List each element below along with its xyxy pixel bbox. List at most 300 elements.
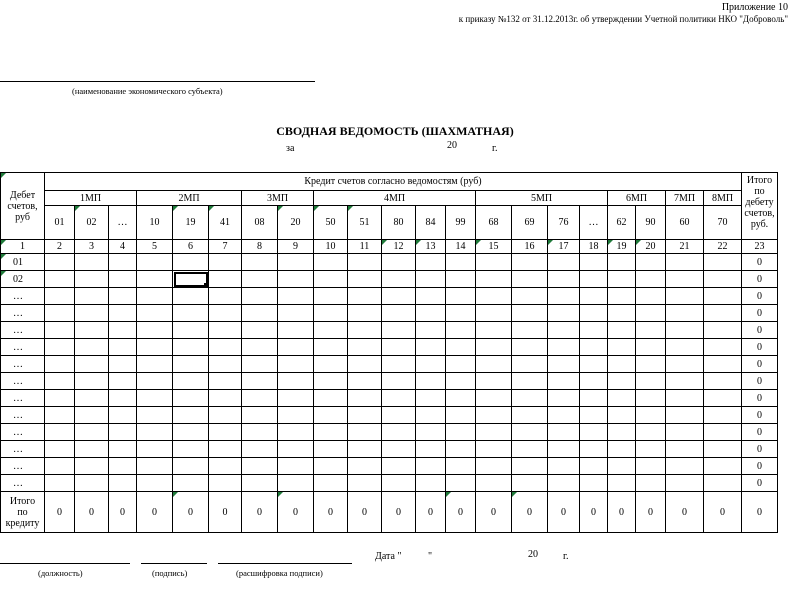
data-cell[interactable] [75,390,109,407]
data-cell[interactable] [382,407,416,424]
data-cell[interactable] [608,356,636,373]
data-cell[interactable] [45,407,75,424]
data-cell[interactable] [548,458,580,475]
data-cell[interactable] [382,322,416,339]
data-cell[interactable] [109,407,137,424]
data-cell[interactable] [348,322,382,339]
data-cell[interactable] [636,339,666,356]
data-cell[interactable] [242,458,278,475]
data-cell[interactable] [278,356,314,373]
data-cell[interactable] [476,373,512,390]
data-cell[interactable] [137,390,173,407]
data-cell[interactable] [348,356,382,373]
data-cell[interactable] [314,458,348,475]
data-cell[interactable] [512,339,548,356]
data-cell[interactable] [608,373,636,390]
data-cell[interactable] [278,475,314,492]
data-cell[interactable] [242,390,278,407]
data-cell[interactable] [512,271,548,288]
data-cell[interactable] [512,475,548,492]
data-cell[interactable] [137,271,173,288]
data-cell[interactable] [209,254,242,271]
data-cell[interactable] [548,339,580,356]
data-cell[interactable] [75,424,109,441]
data-cell[interactable] [666,373,704,390]
data-cell[interactable] [109,424,137,441]
data-cell[interactable] [476,339,512,356]
data-cell[interactable] [278,441,314,458]
data-cell[interactable] [416,441,446,458]
data-cell[interactable] [75,458,109,475]
data-cell[interactable] [636,322,666,339]
data-cell[interactable] [348,407,382,424]
data-cell[interactable] [580,407,608,424]
data-cell[interactable] [314,390,348,407]
data-cell[interactable] [278,373,314,390]
data-cell[interactable] [314,271,348,288]
data-cell[interactable] [314,475,348,492]
data-cell[interactable] [548,407,580,424]
data-cell[interactable] [137,254,173,271]
data-cell[interactable] [382,356,416,373]
data-cell[interactable] [476,407,512,424]
data-cell[interactable] [109,390,137,407]
data-cell[interactable] [242,339,278,356]
data-cell[interactable] [209,339,242,356]
data-cell[interactable] [608,475,636,492]
data-cell[interactable] [314,441,348,458]
data-cell[interactable] [446,458,476,475]
data-cell[interactable] [548,254,580,271]
data-cell[interactable] [476,390,512,407]
data-cell[interactable] [278,271,314,288]
data-cell[interactable] [548,288,580,305]
data-cell[interactable] [446,305,476,322]
data-cell[interactable] [109,271,137,288]
data-cell[interactable] [382,288,416,305]
data-cell[interactable] [109,305,137,322]
data-cell[interactable] [382,254,416,271]
data-cell[interactable] [580,373,608,390]
signature-line[interactable] [141,563,207,564]
data-cell[interactable] [636,373,666,390]
data-cell[interactable] [348,424,382,441]
data-cell[interactable] [348,339,382,356]
data-cell[interactable] [278,288,314,305]
data-cell[interactable] [548,424,580,441]
data-cell[interactable] [173,424,209,441]
data-cell[interactable] [704,254,742,271]
data-cell[interactable] [137,424,173,441]
data-cell[interactable] [580,305,608,322]
data-cell[interactable] [636,390,666,407]
data-cell[interactable] [446,407,476,424]
data-cell[interactable] [209,441,242,458]
data-cell[interactable] [242,356,278,373]
data-cell[interactable] [45,339,75,356]
data-cell[interactable] [137,322,173,339]
data-cell[interactable] [209,271,242,288]
data-cell[interactable] [348,458,382,475]
data-cell[interactable] [348,305,382,322]
data-cell[interactable] [45,271,75,288]
data-cell[interactable] [278,390,314,407]
data-cell[interactable] [45,254,75,271]
data-cell[interactable] [242,271,278,288]
data-cell[interactable] [109,339,137,356]
data-cell[interactable] [704,390,742,407]
data-cell[interactable] [704,356,742,373]
data-cell[interactable] [278,458,314,475]
data-cell[interactable] [548,322,580,339]
data-cell[interactable] [173,305,209,322]
data-cell[interactable] [382,458,416,475]
data-cell[interactable] [242,373,278,390]
data-cell[interactable] [382,441,416,458]
data-cell[interactable] [416,407,446,424]
data-cell[interactable] [608,424,636,441]
data-cell[interactable] [75,475,109,492]
data-cell[interactable] [173,322,209,339]
data-cell[interactable] [416,271,446,288]
data-cell[interactable] [704,458,742,475]
data-cell[interactable] [382,339,416,356]
data-cell[interactable] [416,305,446,322]
data-cell[interactable] [209,458,242,475]
data-cell[interactable] [580,458,608,475]
data-cell[interactable] [446,288,476,305]
data-cell[interactable] [580,271,608,288]
data-cell[interactable] [548,475,580,492]
data-cell[interactable] [314,356,348,373]
data-cell[interactable] [209,305,242,322]
data-cell[interactable] [314,322,348,339]
data-cell[interactable] [109,475,137,492]
data-cell[interactable] [512,458,548,475]
data-cell[interactable] [666,458,704,475]
data-cell[interactable] [416,288,446,305]
data-cell[interactable] [314,288,348,305]
data-cell[interactable] [109,441,137,458]
data-cell[interactable] [636,407,666,424]
org-name-line[interactable] [0,81,315,82]
data-cell[interactable] [608,322,636,339]
data-cell[interactable] [209,356,242,373]
selected-cell[interactable] [173,271,209,288]
data-cell[interactable] [476,424,512,441]
data-cell[interactable] [109,356,137,373]
data-cell[interactable] [209,407,242,424]
data-cell[interactable] [704,305,742,322]
data-cell[interactable] [666,288,704,305]
data-cell[interactable] [416,373,446,390]
data-cell[interactable] [416,390,446,407]
data-cell[interactable] [45,305,75,322]
data-cell[interactable] [75,271,109,288]
data-cell[interactable] [512,373,548,390]
data-cell[interactable] [704,441,742,458]
data-cell[interactable] [348,475,382,492]
data-cell[interactable] [666,390,704,407]
data-cell[interactable] [580,288,608,305]
data-cell[interactable] [608,441,636,458]
data-cell[interactable] [45,322,75,339]
data-cell[interactable] [45,390,75,407]
data-cell[interactable] [548,390,580,407]
data-cell[interactable] [348,254,382,271]
decoding-line[interactable] [218,563,352,564]
data-cell[interactable] [446,356,476,373]
data-cell[interactable] [348,288,382,305]
data-cell[interactable] [382,305,416,322]
data-cell[interactable] [75,407,109,424]
data-cell[interactable] [109,322,137,339]
data-cell[interactable] [512,390,548,407]
data-cell[interactable] [636,305,666,322]
data-cell[interactable] [314,254,348,271]
header-line: Итого [746,175,773,186]
data-cell[interactable] [446,390,476,407]
data-cell[interactable] [580,390,608,407]
data-cell[interactable] [476,322,512,339]
data-cell[interactable] [137,356,173,373]
data-cell[interactable] [242,305,278,322]
data-cell[interactable] [278,305,314,322]
data-cell[interactable] [704,424,742,441]
data-cell[interactable] [209,322,242,339]
data-cell[interactable] [704,475,742,492]
data-cell[interactable] [382,424,416,441]
data-cell[interactable] [666,407,704,424]
data-cell[interactable] [512,424,548,441]
data-cell[interactable] [278,424,314,441]
data-cell[interactable] [278,254,314,271]
data-cell[interactable] [476,475,512,492]
data-cell[interactable] [137,407,173,424]
data-cell[interactable] [173,254,209,271]
data-cell[interactable] [242,288,278,305]
data-cell[interactable] [446,339,476,356]
data-cell[interactable] [446,271,476,288]
data-cell[interactable] [173,373,209,390]
data-cell[interactable] [446,254,476,271]
data-cell[interactable] [636,475,666,492]
column-number: 6 [173,240,209,254]
data-cell[interactable] [75,305,109,322]
data-cell[interactable] [666,271,704,288]
data-cell[interactable] [109,373,137,390]
data-cell[interactable] [704,339,742,356]
data-cell[interactable] [636,356,666,373]
data-cell[interactable] [512,322,548,339]
data-cell[interactable] [173,288,209,305]
data-cell[interactable] [446,322,476,339]
data-cell[interactable] [209,288,242,305]
data-cell[interactable] [608,271,636,288]
data-cell[interactable] [666,322,704,339]
data-cell[interactable] [608,407,636,424]
data-cell[interactable] [314,305,348,322]
data-cell[interactable] [109,288,137,305]
data-cell[interactable] [580,339,608,356]
data-cell[interactable] [512,254,548,271]
data-cell[interactable] [416,356,446,373]
data-cell[interactable] [45,356,75,373]
data-cell[interactable] [75,254,109,271]
data-cell[interactable] [666,356,704,373]
data-cell[interactable] [382,271,416,288]
data-cell[interactable] [666,441,704,458]
data-cell[interactable] [446,475,476,492]
data-cell[interactable] [45,441,75,458]
data-cell[interactable] [173,339,209,356]
data-cell[interactable] [75,288,109,305]
data-cell[interactable] [75,441,109,458]
position-line[interactable] [0,563,130,564]
data-cell[interactable] [704,407,742,424]
data-cell[interactable] [45,458,75,475]
data-cell[interactable] [75,322,109,339]
data-cell[interactable] [137,373,173,390]
data-cell[interactable] [242,407,278,424]
data-cell[interactable] [242,254,278,271]
data-cell[interactable] [242,322,278,339]
data-cell[interactable] [666,424,704,441]
data-cell[interactable] [109,254,137,271]
data-cell[interactable] [548,271,580,288]
data-cell[interactable] [512,441,548,458]
data-cell[interactable] [382,373,416,390]
data-cell[interactable] [476,458,512,475]
data-cell[interactable] [209,373,242,390]
data-cell[interactable] [209,424,242,441]
data-cell[interactable] [636,254,666,271]
data-cell[interactable] [242,424,278,441]
data-cell[interactable] [242,441,278,458]
data-cell[interactable] [416,458,446,475]
data-cell[interactable] [666,339,704,356]
data-cell[interactable] [278,322,314,339]
data-cell[interactable] [382,390,416,407]
data-cell[interactable] [416,339,446,356]
data-cell[interactable] [314,373,348,390]
data-cell[interactable] [580,356,608,373]
data-cell[interactable] [580,254,608,271]
data-cell[interactable] [45,373,75,390]
data-cell[interactable] [580,441,608,458]
data-cell[interactable] [45,288,75,305]
data-cell[interactable] [608,305,636,322]
data-cell[interactable] [137,458,173,475]
data-cell[interactable] [109,458,137,475]
data-cell[interactable] [173,407,209,424]
data-cell[interactable] [666,305,704,322]
data-cell[interactable] [580,424,608,441]
data-cell[interactable] [416,254,446,271]
data-cell[interactable] [608,458,636,475]
data-cell[interactable] [173,441,209,458]
data-cell[interactable] [704,271,742,288]
data-cell[interactable] [608,288,636,305]
data-cell[interactable] [704,288,742,305]
data-cell[interactable] [314,407,348,424]
data-cell[interactable] [137,475,173,492]
data-cell[interactable] [314,424,348,441]
data-cell[interactable] [512,288,548,305]
data-cell[interactable] [173,458,209,475]
data-cell[interactable] [446,441,476,458]
data-cell[interactable] [75,373,109,390]
data-cell[interactable] [608,390,636,407]
data-cell[interactable] [512,407,548,424]
data-cell[interactable] [446,424,476,441]
data-cell[interactable] [476,441,512,458]
data-cell[interactable] [416,475,446,492]
data-cell[interactable] [416,424,446,441]
data-cell[interactable] [666,475,704,492]
data-cell[interactable] [636,458,666,475]
data-cell[interactable] [636,271,666,288]
data-cell[interactable] [75,339,109,356]
data-cell[interactable] [476,254,512,271]
data-cell[interactable] [608,339,636,356]
data-cell[interactable] [314,339,348,356]
data-cell[interactable] [137,288,173,305]
data-cell[interactable] [704,373,742,390]
data-cell[interactable] [476,356,512,373]
data-cell[interactable] [476,288,512,305]
data-cell[interactable] [173,390,209,407]
data-cell[interactable] [75,356,109,373]
data-cell[interactable] [137,305,173,322]
data-cell[interactable] [45,475,75,492]
data-cell[interactable] [348,390,382,407]
data-cell[interactable] [173,475,209,492]
data-cell[interactable] [548,305,580,322]
data-cell[interactable] [548,373,580,390]
data-cell[interactable] [209,390,242,407]
data-cell[interactable] [416,322,446,339]
data-cell[interactable] [636,441,666,458]
data-cell[interactable] [209,475,242,492]
data-cell[interactable] [608,254,636,271]
data-cell[interactable] [278,407,314,424]
data-cell[interactable] [382,475,416,492]
data-cell[interactable] [580,322,608,339]
data-cell[interactable] [636,288,666,305]
data-cell[interactable] [137,441,173,458]
data-cell[interactable] [45,424,75,441]
data-cell[interactable] [512,305,548,322]
data-cell[interactable] [446,373,476,390]
data-cell[interactable] [704,322,742,339]
data-cell[interactable] [173,356,209,373]
data-cell[interactable] [666,254,704,271]
data-cell[interactable] [548,356,580,373]
data-cell[interactable] [580,475,608,492]
data-cell[interactable] [278,339,314,356]
data-cell[interactable] [548,441,580,458]
data-cell[interactable] [636,424,666,441]
data-cell[interactable] [348,271,382,288]
data-cell[interactable] [476,305,512,322]
data-cell[interactable] [348,373,382,390]
data-cell[interactable] [242,475,278,492]
data-cell[interactable] [476,271,512,288]
data-cell[interactable] [137,339,173,356]
data-cell[interactable] [512,356,548,373]
data-cell[interactable] [348,441,382,458]
